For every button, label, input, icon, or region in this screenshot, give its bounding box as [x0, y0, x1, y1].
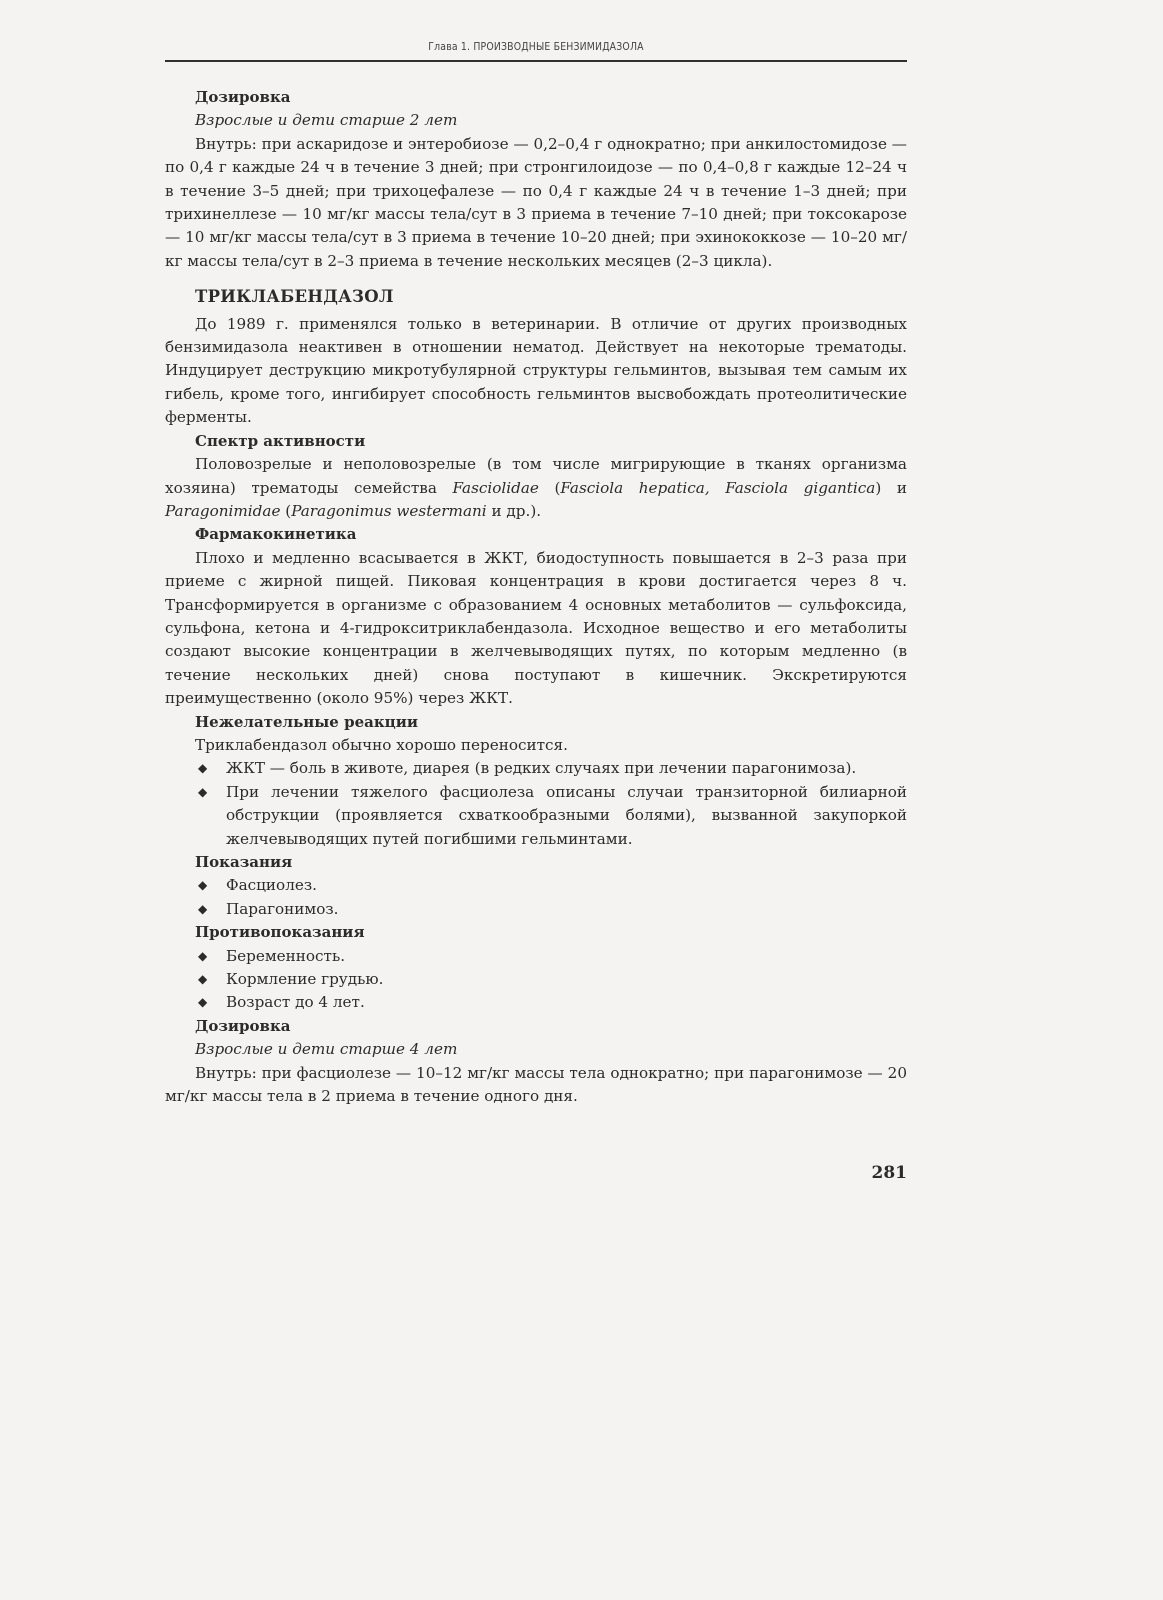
drug-intro: До 1989 г. применялся только в ветеринарии. В отличие от других производных бензимидазола неактивен в отношении нематод. Действует на некоторые трематоды. Индуцирует деструкцию микротубулярной структуры гельминтов, вызывая тем самым их гибель, кроме того, ингибирует способность гельминтов высвобождать протеолитические ферменты.: [165, 314, 907, 427]
drug-title: ТРИКЛАБЕНДАЗОЛ: [195, 287, 394, 307]
dosage-heading-2: Дозировка: [195, 1016, 291, 1035]
spectrum-heading: Спектр активности: [195, 431, 366, 450]
bullet-icon: ◆: [198, 995, 208, 1010]
bullet-icon: ◆: [198, 901, 208, 916]
bullet-icon: ◆: [198, 972, 208, 987]
list-item: ◆ Парагонимоз.: [165, 898, 907, 921]
bullet-icon: ◆: [198, 878, 208, 893]
adverse-lead: Триклабендазол обычно хорошо переносится.: [195, 735, 568, 754]
bullet-icon: ◆: [198, 948, 208, 963]
list-item: ◆ При лечении тяжелого фасциолеза описаны случаи транзиторной билиарной обструкции (проявляется схваткообразными болями), вызванной закупоркой желчевыводящих путей погибшими гельминтами.: [198, 782, 907, 848]
list-item: ◆ ЖКТ — боль в животе, диарея (в редких случаях при лечении парагонимоза).: [165, 757, 907, 780]
indications-list: [165, 874, 907, 921]
adverse-heading: Нежелательные реакции: [195, 712, 418, 731]
list-item: ◆ Беременность.: [165, 945, 907, 968]
pharmacokinetics-text: Плохо и медленно всасывается в ЖКТ, биодоступность повышается в 2–3 раза при приеме с жирной пищей. Пиковая концентрация в крови достигается через 8 ч. Трансформируется в организме с образованием 4 основных метаболитов — сульфоксида, сульфона, кетона и 4-гидрокситриклабендазола. Исходное вещество и его метаболиты создают высокие концентрации в желчевыводящих путях, по которым медленно (в течение нескольких дней) снова поступают в кишечник. Экскретируются преимущественно (около 95%) через ЖКТ.: [165, 548, 907, 708]
dosage-heading: Дозировка: [195, 88, 291, 106]
dosage-text: Внутрь: при аскаридозе и энтеробиозе — 0,2–0,4 г однократно; при анкилостомидозе — по 0,4 г каждые 24 ч в течение 3 дней; при стронгилоидозе — по 0,4–0,8 г каждые 12–24 ч в течение 3–5 дней; при трихоцефалезе — по 0,4 г каждые 24 ч в течение 1–3 дней; при трихинеллезе — 10 мг/кг массы тела/сут в 3 приема в течение 7–10 дней; при токсокарозе — 10 мг/кг массы тела/сут в 3 приема в течение 10–20 дней; при эхинококкозе — 10–20 мг/кг массы тела/сут в 2–3 приема в течение нескольких месяцев (2–3 цикла).: [165, 134, 907, 270]
page-content: [165, 86, 907, 1108]
bullet-icon: ◆: [198, 784, 208, 799]
indications-heading: Показания: [195, 853, 293, 871]
dosage-subheading-2: Взрослые и дети старше 4 лет: [195, 1040, 458, 1059]
pharmacokinetics-heading: Фармакокинетика: [195, 525, 357, 544]
dosage-text-2: Внутрь: при фасциолезе — 10–12 мг/кг массы тела однократно; при парагонимозе — 20 мг/кг массы тела в 2 приема в течение одного дня.: [165, 1063, 907, 1106]
header-rule: [165, 60, 907, 62]
contraindications-list: [165, 945, 907, 1015]
list-item: ◆ Фасциолез.: [165, 874, 907, 897]
list-item: ◆ Кормление грудью.: [165, 968, 907, 991]
adverse-list: [165, 757, 907, 851]
page-number: 281: [871, 1163, 907, 1183]
dosage-subheading: Взрослые и дети старше 2 лет: [195, 111, 458, 130]
spectrum-text: Половозрелые и неполовозрелые (в том числе мигрирующие в тканях организма хозяина) трематоды семейства Fasciolidae (Fasciola hepatica, Fasciola gigantica) и Paragonimidae (Paragonimus westermani и др.).: [165, 455, 907, 520]
bullet-icon: ◆: [198, 761, 208, 776]
contraindications-heading: Противопоказания: [195, 923, 365, 942]
running-head: Глава 1. ПРОИЗВОДНЫЕ БЕНЗИМИДАЗОЛА: [428, 40, 644, 53]
list-item: ◆ Возраст до 4 лет.: [165, 991, 907, 1014]
